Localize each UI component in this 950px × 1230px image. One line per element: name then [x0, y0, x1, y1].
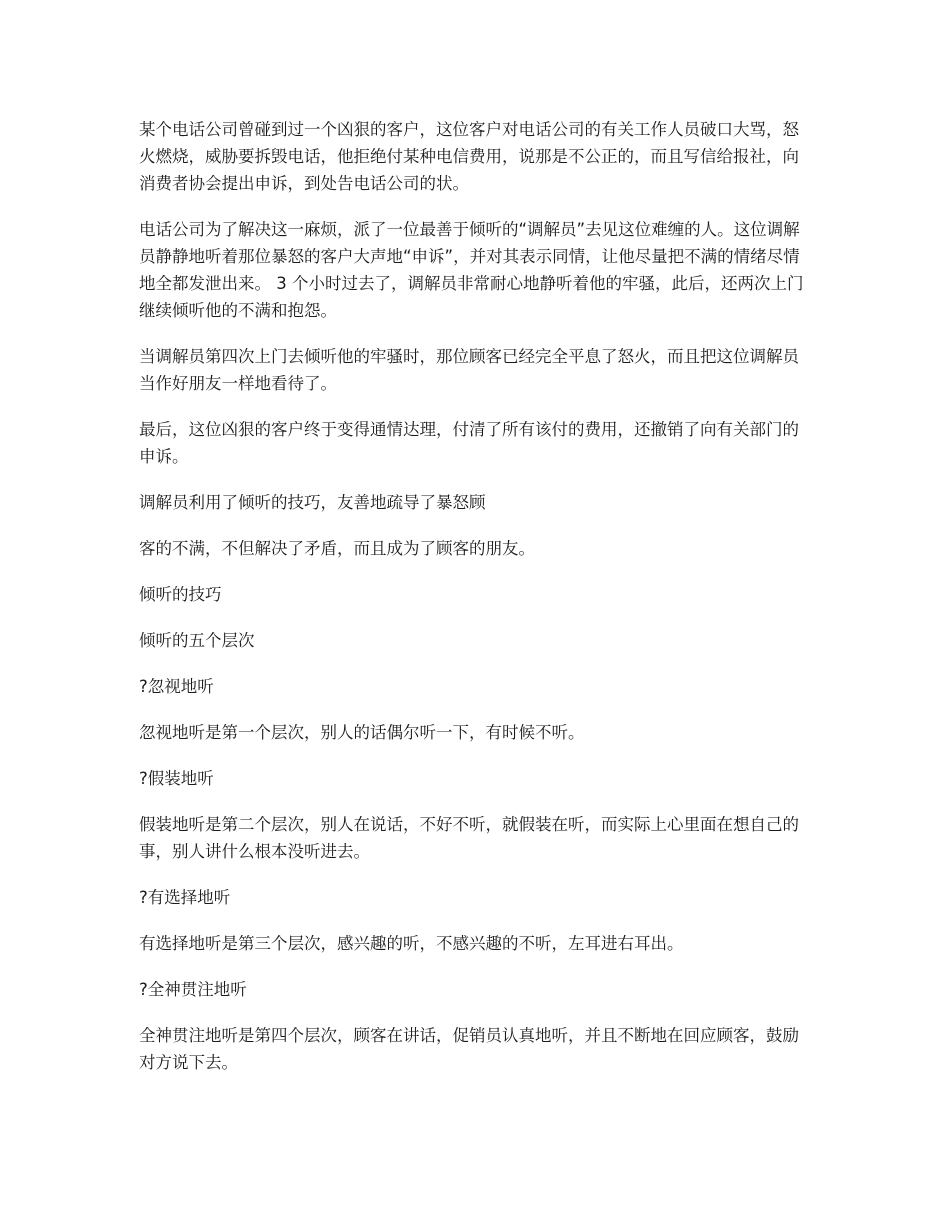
- level-description-pretending: 假装地听是第二个层次，别人在说话，不好不听，就假装在听，而实际上心里面在想自己的事，别人讲什么根本没听进去。: [139, 815, 799, 861]
- level-heading-ignoring: ?忽视地听: [139, 677, 214, 696]
- paragraph-summary-line-1: 调解员利用了倾听的技巧，友善地疏导了暴怒顾: [139, 493, 486, 512]
- paragraph-story-intro: 某个电话公司曾碰到过一个凶狠的客户，这位客户对电话公司的有关工作人员破口大骂，怒火燃烧，威胁要拆毁电话，他拒绝付某种电信费用，说那是不公正的，而且写信给报社，向消费者协会提出申诉，到处告电话公司的状。: [139, 120, 799, 193]
- level-heading-attentive: ?全神贯注地听: [139, 980, 247, 999]
- level-heading-selective: ?有选择地听: [139, 888, 231, 907]
- paragraph-resolution: 最后，这位凶狠的客户终于变得通情达理，付清了所有该付的费用，还撤销了向有关部门的申诉。: [139, 420, 799, 466]
- level-description-ignoring: 忽视地听是第一个层次，别人的话偶尔听一下，有时候不听。: [139, 723, 585, 742]
- section-heading-listening-skills: 倾听的技巧: [139, 585, 222, 604]
- level-heading-pretending: ?假装地听: [139, 769, 214, 788]
- level-description-attentive: 全神贯注地听是第四个层次，顾客在讲话，促销员认真地听，并且不断地在回应顾客，鼓励对方说下去。: [139, 1026, 799, 1072]
- level-description-selective: 有选择地听是第三个层次，感兴趣的听，不感兴趣的不听，左耳进右耳出。: [139, 934, 684, 953]
- section-heading-five-levels: 倾听的五个层次: [139, 631, 255, 650]
- document-body: [139, 116, 811, 1095]
- paragraph-fourth-visit: 当调解员第四次上门去倾听他的牢骚时，那位顾客已经完全平息了怒火，而且把这位调解员当作好朋友一样地看待了。: [139, 347, 799, 393]
- paragraph-summary-line-2: 客的不满，不但解决了矛盾，而且成为了顾客的朋友。: [139, 539, 535, 558]
- paragraph-mediator-sent: 电话公司为了解决这一麻烦，派了一位最善于倾听的“调解员”去见这位难缠的人。这位调解员静静地听着那位暴怒的客户大声地“申诉”，并对其表示同情，让他尽量把不满的情绪尽情地全都发泄出来。 3 个小时过去了，调解员非常耐心地静听着他的牢骚，此后，还两次上门继续倾听他的不满和抱怨。: [139, 220, 804, 320]
